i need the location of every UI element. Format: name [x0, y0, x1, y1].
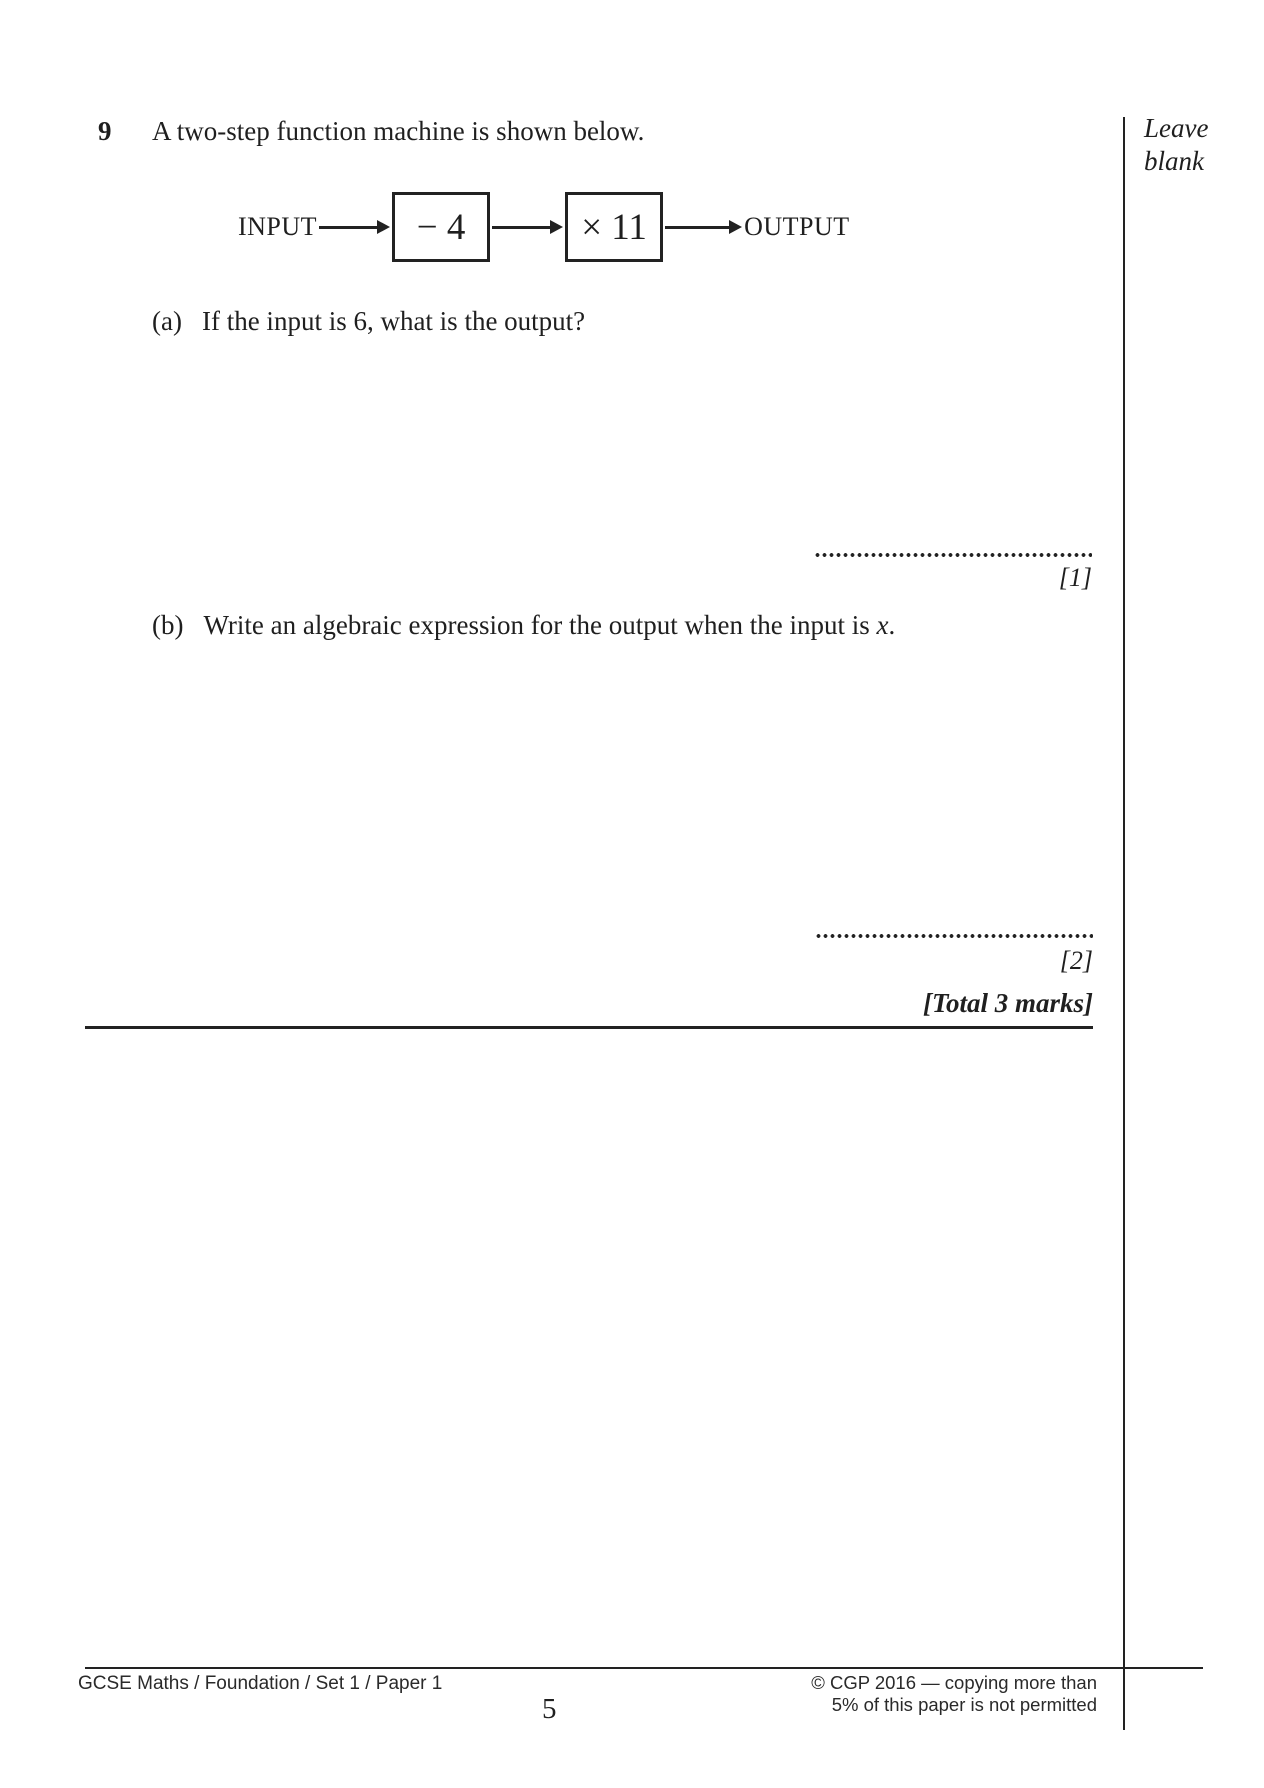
question-divider-rule — [85, 1026, 1093, 1029]
question-intro-text: A two-step function machine is shown below. — [152, 116, 645, 146]
part-b-label: (b) — [152, 610, 184, 640]
part-b-variable: x — [876, 610, 889, 640]
question-part-b — [152, 610, 895, 641]
answer-line-b — [815, 934, 1093, 938]
operation-box-subtract-4: − 4 — [392, 192, 490, 262]
operation-box-multiply-11: × 11 — [565, 192, 663, 262]
arrow-right-icon — [665, 220, 742, 234]
page-number: 5 — [542, 1693, 557, 1725]
answer-line-a — [814, 553, 1092, 557]
output-label: OUTPUT — [744, 212, 850, 241]
part-b-marks: [2] — [1059, 946, 1093, 975]
question-number: 9 — [98, 116, 112, 146]
copyright-notice — [811, 1672, 1097, 1716]
leave-blank-line2: blank — [1144, 145, 1204, 176]
part-a-label: (a) — [152, 306, 182, 336]
arrow-head — [377, 220, 390, 234]
copyright-line1: © CGP 2016 — copying more than — [811, 1672, 1097, 1693]
function-machine-diagram — [238, 190, 850, 264]
leave-blank-label — [1144, 112, 1208, 178]
arrow-head — [729, 220, 742, 234]
footer-divider-rule — [85, 1667, 1203, 1669]
footer-course-info: GCSE Maths / Foundation / Set 1 / Paper 1 — [78, 1673, 443, 1694]
input-label: INPUT — [238, 212, 318, 241]
copyright-line2: 5% of this paper is not permitted — [831, 1694, 1097, 1716]
question-part-a — [152, 306, 585, 337]
margin-vertical-rule — [1123, 117, 1125, 1730]
leave-blank-line1: Leave — [1144, 113, 1209, 143]
arrow-right-icon — [492, 220, 563, 234]
arrow-shaft — [492, 226, 550, 229]
arrow-shaft — [319, 226, 377, 229]
part-b-question-text — [203, 610, 895, 641]
part-a-question-text: If the input is 6, what is the output? — [201, 306, 586, 336]
total-marks: [Total 3 marks] — [922, 988, 1093, 1018]
part-a-marks: [1] — [1058, 563, 1092, 592]
arrow-head — [550, 220, 563, 234]
part-b-text-after: . — [888, 610, 896, 640]
arrow-shaft — [665, 226, 729, 229]
arrow-right-icon — [319, 220, 390, 234]
part-b-text-before: Write an algebraic expression for the output when the input is — [203, 610, 877, 640]
